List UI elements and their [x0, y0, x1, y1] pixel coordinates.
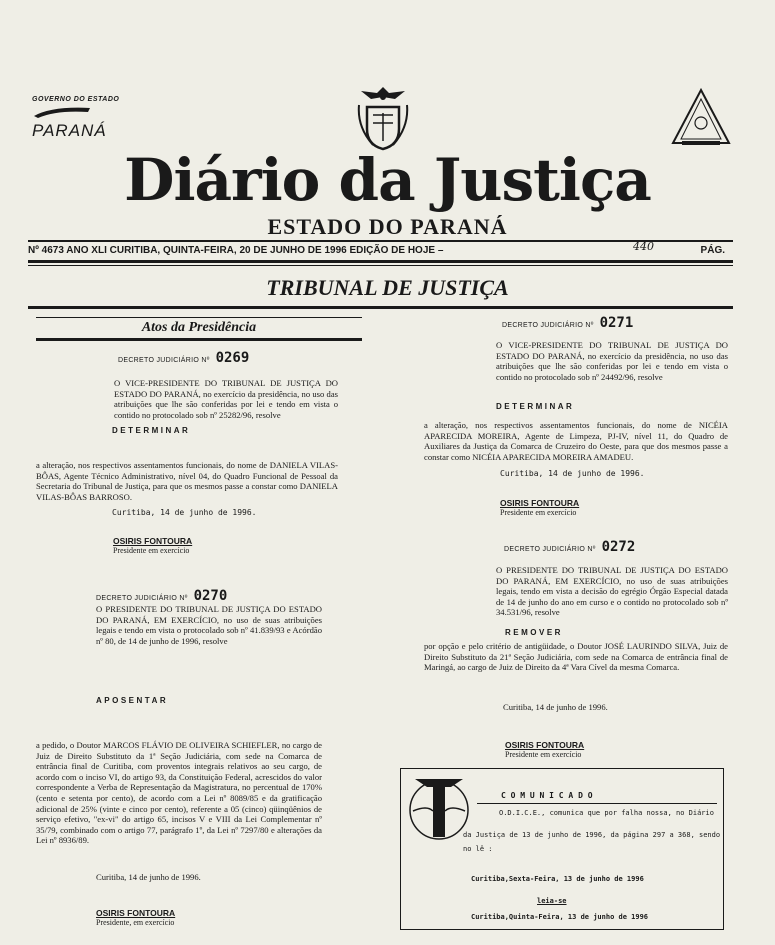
comunicado-rule: [477, 803, 717, 804]
decree-number: 0272: [601, 539, 636, 555]
decree-label: DECRETO JUDICIÁRIO Nº: [96, 595, 188, 602]
edition-handwritten: 440: [633, 240, 654, 253]
page-label: PÁG.: [700, 245, 725, 256]
official-seal-icon: [670, 87, 732, 147]
gov-logo-mark: [32, 104, 92, 118]
decree-0272-body: por opção e pelo critério de antigüidade, o Doutor JOSÉ LAURINDO SILVA, Juiz de Direito Substituto da 21ª Seção Judiciária, com sede na Comarca de entrância final de Maringá, ao cargo de Juiz de Direito da 4ª Vara Cível da mesma Comarca.: [424, 641, 728, 673]
decree-0270-header: [96, 587, 227, 605]
decree-0269-body: a alteração, nos respectivos assentamentos funcionais, do nome de DANIELA VILAS-BÔAS, Agente Técnico Administrativo, nível 04, do Quadro Funcional de Pessoal da Secretaria do Tribunal de Justiça, para que os mesmos passe a constar como DANIELA VILAS-BÔAS BARROSO.: [36, 460, 338, 502]
decree-number: 0271: [599, 315, 634, 331]
decree-label: DECRETO JUDICIÁRIO Nº: [118, 357, 210, 364]
decree-0272-header: [504, 538, 635, 556]
decree-0271-date: Curitiba, 14 de junho de 1996.: [500, 469, 645, 478]
state-crest-icon: [355, 83, 411, 153]
signature-role: Presidente, em exercício: [96, 918, 175, 927]
signature-role: Presidente em exercício: [505, 750, 582, 759]
rule-top: [28, 240, 733, 242]
comunicado-logo-icon: [407, 775, 471, 841]
edition-info: Nº 4673 ANO XLI CURITIBA, QUINTA-FEIRA, 20 DE JUNHO DE 1996 EDIÇÃO DE HOJE –: [28, 245, 444, 256]
rule-mid: [28, 260, 733, 263]
decree-0272-verb: REMOVER: [505, 628, 563, 637]
decree-0269-date: Curitiba, 14 de junho de 1996.: [112, 508, 257, 517]
rule-mid-thin: [28, 265, 733, 266]
decree-0272-preamble: O PRESIDENTE DO TRIBUNAL DE JUSTIÇA DO ESTADO DO PARANÁ, EM EXERCÍCIO, no uso de suas atribuições legais, tendo em vista a decisão do egrégio Órgão Especial datada de 14 de junho do ano em curso e o contido no protocolado sob nº 34.531/96, resolve: [496, 565, 728, 618]
signature-name: OSIRIS FONTOURA: [505, 740, 585, 750]
signature-name: OSIRIS FONTOURA: [96, 908, 176, 918]
decree-0271-preamble: O VICE-PRESIDENTE DO TRIBUNAL DE JUSTIÇA DO ESTADO DO PARANÁ, no exercício da presidência, no uso das atribuições que lhe são conferidas por lei e tendo em vista o contido no protocolado sob nº 24492/96, resolve: [496, 340, 728, 382]
decree-0269-signature: [113, 536, 192, 555]
signature-role: Presidente em exercício: [113, 546, 190, 555]
comunicado-line2: da Justiça de 13 de junho de 1996, da página 297 a 368, sendo: [463, 831, 721, 839]
comunicado-line6: Curitiba,Quinta-Feira, 13 de junho de 1996: [471, 913, 649, 921]
comunicado-line5: leia-se: [537, 897, 567, 905]
signature-name: OSIRIS FONTOURA: [113, 536, 193, 546]
decree-0271-verb: DETERMINAR: [496, 402, 575, 411]
gov-logo-line1: GOVERNO DO ESTADO: [32, 96, 120, 103]
gov-logo: [32, 96, 122, 139]
comunicado-title: C O M U N I C A D O: [501, 791, 593, 800]
masthead-subtitle: ESTADO DO PARANÁ: [267, 214, 508, 239]
signature-name: OSIRIS FONTOURA: [500, 498, 580, 508]
decree-0269-preamble: O VICE-PRESIDENTE DO TRIBUNAL DE JUSTIÇA DO ESTADO DO PARANÁ, no exercício da presidência, no uso das atribuições que lhe são conferidas por lei e tendo em vista o contido no protocolado sob nº 25282/96, resolve: [114, 378, 338, 420]
comunicado-box: [400, 768, 724, 930]
rule-section: [28, 306, 733, 309]
decree-0270-date: Curitiba, 14 de junho de 1996.: [96, 872, 201, 882]
decree-0271-signature: [500, 498, 579, 517]
decree-0270-preamble: O PRESIDENTE DO TRIBUNAL DE JUSTIÇA DO ESTADO DO PARANÁ, EM EXERCÍCIO, no uso de suas atribuições legais e tendo em vista o protocolado sob nº 41.839/93 e Acórdão nº 80, de 14 de junho de 1996, resolve: [96, 604, 322, 646]
decree-0270-verb: APOSENTAR: [96, 696, 169, 705]
decree-0272-date: Curitiba, 14 de junho de 1996.: [503, 702, 608, 712]
edition-line: [28, 240, 733, 256]
decree-0271-header: [502, 314, 633, 332]
decree-0270-signature: [96, 908, 175, 927]
comunicado-line1: O.D.I.C.E., comunica que por falha nossa, no Diário: [499, 809, 714, 817]
atos-banner: Atos da Presidência: [36, 317, 362, 341]
comunicado-line4: Curitiba,Sexta-Feira, 13 de junho de 1996: [471, 875, 644, 883]
section-title: TRIBUNAL DE JUSTIÇA: [266, 275, 509, 300]
decree-0270-body: a pedido, o Doutor MARCOS FLÁVIO DE OLIVEIRA SCHIEFLER, no cargo de Juiz de Direito Substituto da 1ª Seção Judiciária, com sede na Comarca de entrância final de Curitiba, com proventos integrais relativos ao seu cargo, de acordo com o inciso VI, do artigo 93, da Constituição Federal, acrescidos do valor correspondente a Verba de Representação da Magistratura, no percentual de 170% (cento e setenta por cento), de acordo com a Lei nº 8089/85 e da gratificação adicional de 25% (vinte e cinco por cento), referente a 05 (cinco) qüinqüênios de serviço efetivo, "ex-vi" do artigo 65, incisos V e VIII da Lei Complementar nº 35/79, combinado com o artigo 77, parágrafo 1º, da Lei nº 7297/80 e alterações da Lei nº 8936/89.: [36, 740, 322, 846]
decree-0271-body: a alteração, nos respectivos assentamentos funcionais, do nome de NICÉIA APARECIDA MOREIRA, Agente de Limpeza, PJ-IV, nível 11, do Quadro de Auxiliares da Justiça da Comarca de Cruzeiro do Oeste, para que dos mesmos passe a constar como NICÉIA APARECIDA MOREIRA AMADEU.: [424, 420, 728, 462]
decree-number: 0270: [193, 588, 228, 604]
masthead-title: Diário da Justiça: [124, 146, 651, 214]
comunicado-line3: no lê :: [463, 845, 493, 853]
decree-0269-verb: DETERMINAR: [112, 426, 191, 435]
decree-label: DECRETO JUDICIÁRIO Nº: [504, 546, 596, 553]
signature-role: Presidente em exercício: [500, 508, 577, 517]
gov-logo-line2: PARANÁ: [32, 121, 107, 140]
decree-label: DECRETO JUDICIÁRIO Nº: [502, 322, 594, 329]
decree-number: 0269: [215, 350, 250, 366]
decree-0272-signature: [505, 740, 584, 759]
decree-0269-header: [118, 349, 249, 367]
